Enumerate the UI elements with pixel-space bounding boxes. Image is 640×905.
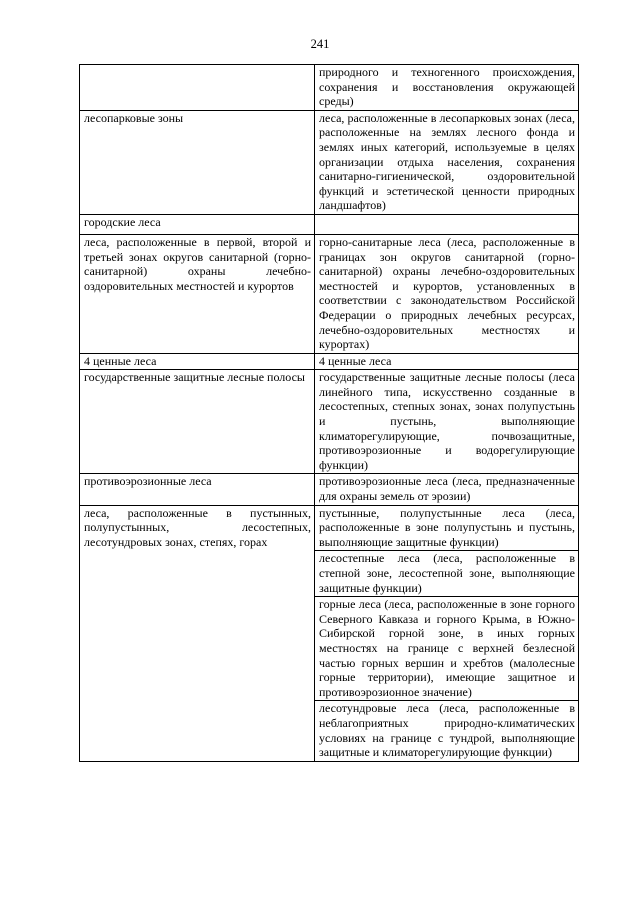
table-cell-right: лесотундровые леса (леса, расположенные в неблагоприятных природно-климатических условиях на границе с тундрой, выполняющие защитные и климаторегулирующие функции) xyxy=(315,701,579,761)
table-cell-left xyxy=(80,65,315,111)
table-cell-left: 4 ценные леса xyxy=(80,353,315,370)
table-row xyxy=(80,505,579,551)
table-cell-right: пустынные, полупустынные леса (леса, расположенные в зоне полупустынь и пустынь, выполняющие защитные функции) xyxy=(315,505,579,551)
table-cell-left: противоэрозионные леса xyxy=(80,474,315,505)
table-cell-left: леса, расположенные в пустынных, полупустынных, лесостепных, лесотундровых зонах, степях, горах xyxy=(80,505,315,761)
table-cell-left: леса, расположенные в первой, второй и третьей зонах округов санитарной (горно-санитарной) охраны лечебно-оздоровительных местностей и курортов xyxy=(80,234,315,353)
table-row xyxy=(80,370,579,474)
table-cell-right: лесостепные леса (леса, расположенные в степной зоне, лесостепной зоне, выполняющие защитные функции) xyxy=(315,551,579,597)
table-row xyxy=(80,234,579,353)
table-row xyxy=(80,474,579,505)
table-row xyxy=(80,110,579,214)
table-cell-left: городские леса xyxy=(80,214,315,234)
page-number: 241 xyxy=(310,37,330,51)
table-cell-right: 4 ценные леса xyxy=(315,353,579,370)
table-cell-right: горные леса (леса, расположенные в зоне горного Северного Кавказа и горного Крыма, в Южно-Сибирской горной зоне, в иных горных местностях на границе с верхней безлесной частью горных вершин и хребтов (малолесные горные территории), имеющие защитное и противоэрозионное значение) xyxy=(315,597,579,701)
table-cell-right: природного и техногенного происхождения, сохранения и восстановления окружающей среды) xyxy=(315,65,579,111)
table-row xyxy=(80,353,579,370)
table-cell-left: государственные защитные лесные полосы xyxy=(80,370,315,474)
table-cell-right xyxy=(315,214,579,234)
table-row xyxy=(80,214,579,234)
table-cell-right: противоэрозионные леса (леса, предназначенные для охраны земель от эрозии) xyxy=(315,474,579,505)
forest-categories-table xyxy=(79,64,579,762)
table-row xyxy=(80,65,579,111)
table-cell-right: государственные защитные лесные полосы (леса линейного типа, искусственно созданные в лесостепных, степных зонах, зонах полупустынь и пустынь, выполняющие климаторегулирующие, почвозащитные, противоэрозионные и водорегулирующие функции) xyxy=(315,370,579,474)
table-cell-right: леса, расположенные в лесопарковых зонах (леса, расположенные на землях лесного фонда и землях иных категорий, используемые в целях организации отдыха населения, сохранения санитарно-гигиенической, оздоровительной функций и эстетической ценности природных ландшафтов) xyxy=(315,110,579,214)
table-cell-left: лесопарковые зоны xyxy=(80,110,315,214)
table-cell-right: горно-санитарные леса (леса, расположенные в границах зон округов санитарной (горно-санитарной) охраны лечебно-оздоровительных местностей и курортов, установленных в соответствии с законодательством Российской Федерации о природных лечебных ресурсах, лечебно-оздоровительных местностях и курортах) xyxy=(315,234,579,353)
